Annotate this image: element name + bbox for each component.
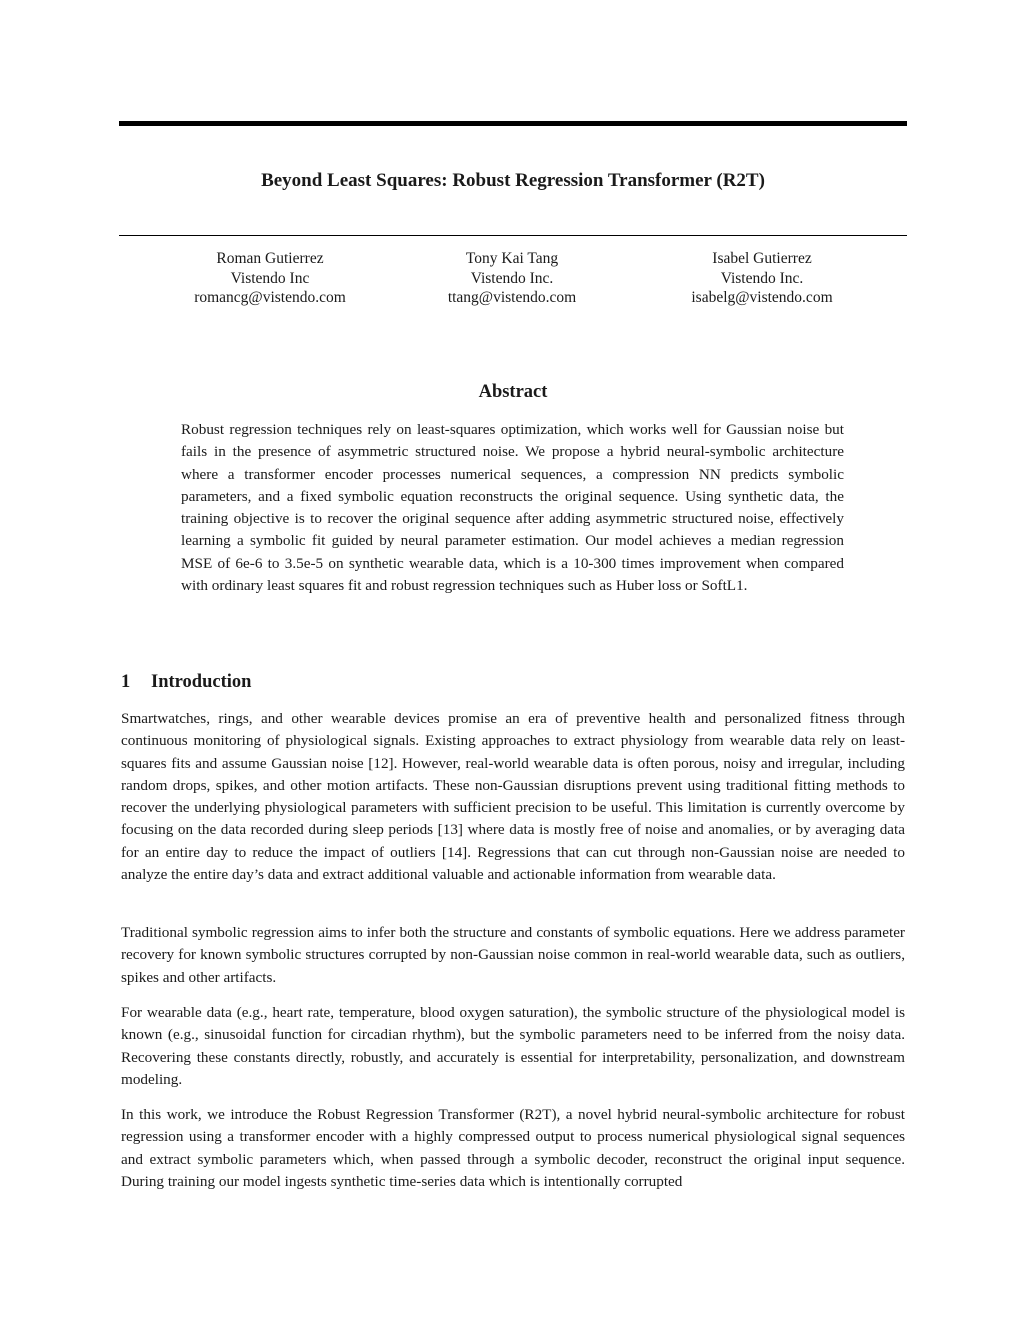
top-rule: [119, 121, 907, 126]
intro-paragraph-4: In this work, we introduce the Robust Regression Transformer (R2T), a novel hybrid neural-symbolic architecture for robust regression using a transformer encoder with a highly compressed output to process numerical physiological signal sequences and extract symbolic parameters which, when passed through a symbolic decoder, reconstruct the original input sequence. During training our model ingests synthetic time-series data which is intentionally corrupted: [121, 1106, 905, 1190]
author-1: [140, 249, 400, 308]
author-block: [0, 249, 1024, 319]
section-heading: [121, 669, 251, 695]
author-email: isabelg@vistendo.com: [691, 289, 833, 306]
author-affiliation: Vistendo Inc.: [470, 269, 554, 287]
author-name: Tony Kai Tang: [465, 250, 559, 267]
paper-title: Beyond Least Squares: Robust Regression Transformer (R2T): [261, 170, 765, 191]
abstract-heading: Abstract: [478, 382, 548, 402]
author-email: ttang@vistendo.com: [447, 289, 577, 306]
intro-paragraph-1: Smartwatches, rings, and other wearable devices promise an era of preventive health and personalized fitness through continuous monitoring of physiological signals. Existing approaches to extract physiology from wearable data rely on least-squares fits and assume Gaussian noise [12]. However, real-world wearable data is often porous, noisy and irregular, including random drops, spikes, and other motion artifacts. These non-Gaussian disruptions prevent using traditional fitting methods to recover the underlying physiological parameters with sufficient precision to be useful. This limitation is currently overcome by focusing on the data recorded during sleep periods [13] where data is mostly free of noise and anomalies, or by averaging data for an entire day to reduce the impact of outliers [14]. Regressions that can cut through non-Gaussian noise are needed to analyze the entire day’s data and extract additional valuable and actionable information from wearable data.: [121, 710, 905, 884]
section-number: 1: [121, 672, 131, 692]
author-affiliation: Vistendo Inc: [230, 269, 310, 287]
author-2: [382, 249, 642, 308]
intro-paragraph-2: Traditional symbolic regression aims to infer both the structure and constants of symbolic equations. Here we address parameter recovery for known symbolic structures corrupted by non-Gaussian noise common in real-world wearable data, such as outliers, spikes and other artifacts.: [121, 924, 905, 986]
author-3: [632, 249, 892, 308]
author-email: romancg@vistendo.com: [194, 289, 346, 306]
intro-paragraph-3: For wearable data (e.g., heart rate, temperature, blood oxygen saturation), the symbolic structure of the physiological model is known (e.g., sinusoidal function for circadian rhythm), but the symbolic parameters need to be inferred from the noisy data. Recovering these constants directly, robustly, and accurately is essential for interpretability, personalization, and downstream modeling.: [121, 1004, 905, 1088]
author-affiliation: Vistendo Inc.: [720, 269, 804, 287]
title-rule: [119, 235, 907, 236]
abstract-text: Robust regression techniques rely on least-squares optimization, which works well for Gaussian noise but fails in the presence of asymmetric structured noise. We propose a hybrid neural-symbolic architecture where a transformer encoder processes numerical sequences, a compression NN predicts symbolic parameters, and a fixed symbolic equation reconstructs the original sequence. Using synthetic data, the training objective is to recover the original sequence after adding asymmetric structured noise, effectively learning a symbolic fit guided by neural parameter estimation. Our model achieves a median regression MSE of 6e-6 to 3.5e-5 on synthetic wearable data, which is a 10-300 times improvement when compared with ordinary least squares fit and robust regression techniques such as Huber loss or SoftL1.: [181, 421, 844, 595]
author-name: Isabel Gutierrez: [712, 250, 812, 267]
author-name: Roman Gutierrez: [216, 250, 324, 267]
section-title: Introduction: [151, 672, 252, 692]
